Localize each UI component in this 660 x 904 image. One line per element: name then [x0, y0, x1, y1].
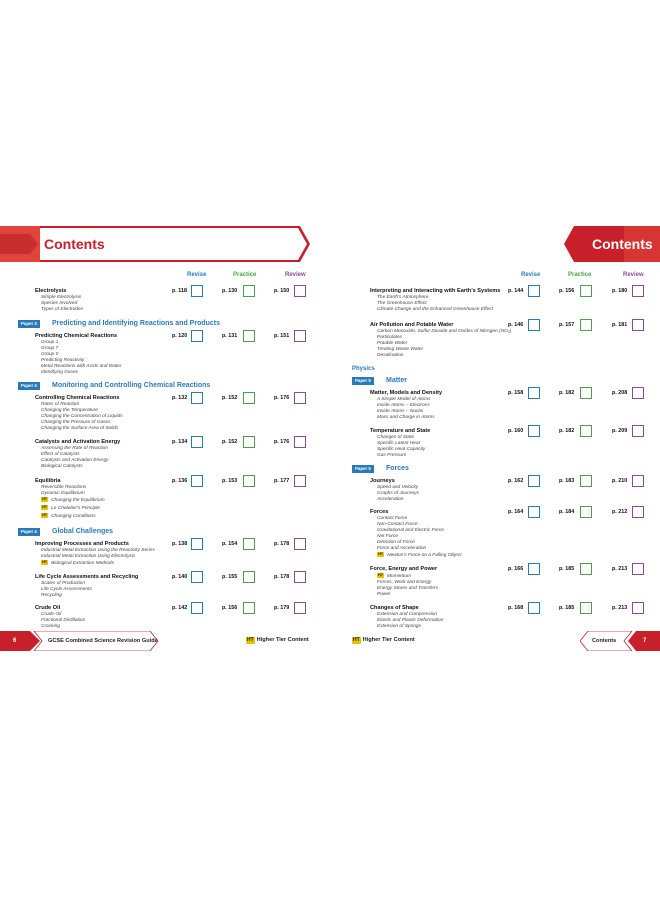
topic-title: Crude Oil: [35, 605, 61, 611]
practice-checkbox[interactable]: [580, 475, 592, 487]
subtopic: Changing the Pressure of Gases: [41, 420, 111, 425]
subtopic: Catalysts and Activation Energy: [41, 458, 109, 463]
practice-checkbox[interactable]: [580, 425, 592, 437]
col-review: Review: [285, 272, 306, 278]
page-ref: p. 134: [172, 439, 188, 445]
subtopic: Potable Water: [377, 341, 408, 346]
section-title: Matter: [386, 377, 408, 384]
paper-badge: Paper 3: [18, 320, 40, 328]
practice-checkbox[interactable]: [243, 392, 255, 404]
revise-checkbox[interactable]: [528, 425, 540, 437]
revise-checkbox[interactable]: [191, 602, 203, 614]
subtopic: Industrial Metal Extraction Using Electrolysis: [41, 554, 136, 559]
subtopic: Crude Oil: [41, 612, 62, 617]
subtopic: Effect of Catalysts: [41, 452, 80, 457]
subtopic: Group 0: [41, 352, 59, 357]
topic-title: Forces: [370, 509, 389, 515]
subtopic: Particulates: [377, 335, 403, 340]
subtopic-ht: HT Biological Extraction Methods: [42, 560, 114, 566]
review-checkbox[interactable]: [632, 475, 644, 487]
revise-checkbox[interactable]: [191, 475, 203, 487]
page-ref: p. 157: [559, 322, 575, 328]
revise-checkbox[interactable]: [191, 392, 203, 404]
subtopic: Forces, Work and Energy: [377, 580, 432, 585]
review-checkbox[interactable]: [632, 563, 644, 575]
review-checkbox[interactable]: [632, 425, 644, 437]
topic-title: Equilibria: [35, 478, 61, 484]
subtopic: Contact Force: [377, 516, 408, 521]
revise-checkbox[interactable]: [528, 387, 540, 399]
practice-checkbox[interactable]: [243, 602, 255, 614]
ht-badge: HT: [42, 560, 48, 564]
page-ref: p. 138: [172, 541, 188, 547]
practice-checkbox[interactable]: [580, 506, 592, 518]
footer-label: Contents: [592, 638, 617, 644]
subtopic: The Greenhouse Effect: [377, 301, 427, 306]
subtopic: A Simple Model of Atoms: [377, 397, 431, 402]
paper-badge: Paper 4: [18, 528, 40, 536]
ht-badge: HT: [378, 573, 384, 577]
subtopic: Inside Atoms – Nuclei: [377, 409, 424, 414]
subtopic: Types of Electrodes: [41, 307, 84, 312]
page-ref: p. 176: [274, 439, 290, 445]
ht-legend: HT Higher Tier Content: [247, 637, 309, 643]
review-checkbox[interactable]: [294, 538, 306, 550]
section-title: Forces: [386, 465, 409, 472]
subtopic: The Earth's Atmosphere: [377, 295, 429, 300]
page-number: 7: [643, 638, 647, 644]
page-ref: p. 153: [222, 478, 238, 484]
page-ref: p. 210: [612, 478, 628, 484]
revise-checkbox[interactable]: [191, 571, 203, 583]
practice-checkbox[interactable]: [580, 319, 592, 331]
subtopic: Direction of Force: [377, 540, 415, 545]
page-number: 6: [13, 638, 17, 644]
subtopic: Changing the Concentration of Liquids: [41, 414, 123, 419]
left-page: [0, 226, 330, 666]
topic-title: Journeys: [370, 478, 395, 484]
right-page: [330, 226, 660, 666]
subtopic: Metal Reactions with Acids and Water: [41, 364, 122, 369]
page-ref: p. 162: [508, 478, 524, 484]
review-checkbox[interactable]: [294, 436, 306, 448]
page-ref: p. 130: [222, 288, 238, 294]
col-revise: Revise: [187, 272, 207, 278]
ht-legend: HT Higher Tier Content: [353, 637, 415, 643]
page-title-right: Contents: [592, 236, 653, 252]
page-ref: p. 154: [222, 541, 238, 547]
subtopic: Changes of State: [377, 435, 415, 440]
subtopic: Identifying Gases: [41, 370, 79, 375]
topic-title: Matter, Models and Density: [370, 390, 443, 396]
practice-checkbox[interactable]: [580, 602, 592, 614]
subtopic: Rates of Reaction: [41, 402, 80, 407]
subtopic: Force and Acceleration: [377, 546, 427, 551]
revise-checkbox[interactable]: [191, 436, 203, 448]
topic-title: Predicting Chemical Reactions: [35, 333, 118, 339]
subtopic: Fractional Distillation: [41, 618, 86, 623]
page-ref: p. 152: [222, 395, 238, 401]
practice-checkbox[interactable]: [580, 387, 592, 399]
ht-badge: HT: [42, 497, 48, 501]
page-ref: p. 164: [508, 509, 524, 515]
topic-title: Improving Processes and Products: [35, 541, 129, 547]
page-ref: p. 182: [559, 428, 575, 434]
page-ref: p. 177: [274, 478, 290, 484]
subtopic: Mass and Charge in Atoms: [377, 415, 435, 420]
ht-badge: HT: [42, 513, 48, 517]
page-ref: p. 179: [274, 605, 290, 611]
page-ref: p. 185: [559, 605, 575, 611]
page-ref: p. 160: [508, 428, 524, 434]
subtopic: Elastic and Plastic Deformation: [377, 618, 444, 623]
page-ref: p. 178: [274, 574, 290, 580]
page-ref: p. 156: [559, 288, 575, 294]
review-checkbox[interactable]: [632, 506, 644, 518]
subtopic: Species Involved: [41, 301, 78, 306]
subtopic: Industrial Metal Extraction Using the Reactivity Series: [41, 548, 155, 553]
subtopic: Climate Change and the Enhanced Greenhouse Effect: [377, 307, 494, 312]
practice-checkbox[interactable]: [243, 571, 255, 583]
subtopic: Net Force: [377, 534, 399, 539]
subtopic: Power: [377, 592, 391, 597]
topic-title: Force, Energy and Power: [370, 566, 438, 572]
review-checkbox[interactable]: [294, 602, 306, 614]
topic-title: Air Pollution and Potable Water: [370, 322, 454, 328]
page-ref: p. 185: [559, 566, 575, 572]
revise-checkbox[interactable]: [191, 285, 203, 297]
page-ref: p. 151: [274, 333, 290, 339]
topic-title: Electrolysis: [35, 288, 67, 294]
page-ref: p. 131: [222, 333, 238, 339]
page-ref: p. 176: [274, 395, 290, 401]
subtopic: Group 1: [41, 340, 59, 345]
subtopic-ht: HT Le Chatelier's Principle: [42, 505, 100, 511]
topic-title: Temperature and State: [370, 428, 431, 434]
review-checkbox[interactable]: [294, 571, 306, 583]
subtopic: Predicting Reactivity: [41, 358, 85, 363]
topic-title: Life Cycle Assessments and Recycling: [35, 574, 139, 580]
ht-badge: HT: [247, 637, 254, 643]
page-ref: p. 166: [508, 566, 524, 572]
subtopic: Speed and Velocity: [377, 485, 419, 490]
subtopic: Gravitational and Electric Force: [377, 528, 444, 533]
practice-checkbox[interactable]: [243, 285, 255, 297]
revise-checkbox[interactable]: [528, 602, 540, 614]
practice-checkbox[interactable]: [580, 285, 592, 297]
review-checkbox[interactable]: [632, 602, 644, 614]
review-checkbox[interactable]: [632, 387, 644, 399]
revise-checkbox[interactable]: [528, 285, 540, 297]
subtopic: Life Cycle Assessments: [41, 587, 92, 592]
paper-badge: Paper 5: [352, 377, 374, 385]
ht-badge: HT: [353, 637, 360, 643]
subtopic: Extension of Springs: [377, 624, 421, 629]
page-ref: p. 181: [612, 322, 628, 328]
topic-title: Controlling Chemical Reactions: [35, 395, 120, 401]
subtopic: Group 7: [41, 346, 59, 351]
col-practice: Practice: [568, 272, 592, 278]
review-checkbox[interactable]: [294, 475, 306, 487]
revise-checkbox[interactable]: [191, 330, 203, 342]
page-ref: p. 150: [274, 288, 290, 294]
practice-checkbox[interactable]: [243, 330, 255, 342]
subtopic: Biological Catalysts: [41, 464, 83, 469]
revise-checkbox[interactable]: [528, 563, 540, 575]
subtopic-ht: HT Newton's Force on a Falling Object: [378, 552, 462, 558]
subtopic: Graphs of Journeys: [377, 491, 419, 496]
practice-checkbox[interactable]: [580, 563, 592, 575]
subtopic: Carbon Monoxide, Sulfur Dioxide and Oxides of Nitrogen (NOₓ): [377, 329, 512, 334]
subtopic: Recycling: [41, 593, 62, 598]
page-ref: p. 212: [612, 509, 628, 515]
subtopic: Energy Stores and Transfers: [377, 586, 438, 591]
subtopic: Assessing the Rate of Reaction: [41, 446, 108, 451]
col-revise: Revise: [521, 272, 541, 278]
paper-badge: Paper 5: [352, 465, 374, 473]
subtopic: Scales of Production: [41, 581, 85, 586]
book-title: GCSE Combined Science Revision Guide: [48, 638, 158, 644]
review-checkbox[interactable]: [632, 319, 644, 331]
page-ref: p. 183: [559, 478, 575, 484]
topic-title: Catalysts and Activation Energy: [35, 439, 121, 445]
section-title: Monitoring and Controlling Chemical Reactions: [52, 382, 211, 389]
practice-checkbox[interactable]: [243, 475, 255, 487]
topic-title: Interpreting and Interacting with Earth's Systems: [370, 288, 501, 294]
page-ref: p. 180: [612, 288, 628, 294]
page-ref: p. 184: [559, 509, 575, 515]
page-ref: p. 144: [508, 288, 524, 294]
revise-checkbox[interactable]: [528, 506, 540, 518]
page-ref: p. 142: [172, 605, 188, 611]
page-ref: p. 168: [508, 605, 524, 611]
page-ref: p. 132: [172, 395, 188, 401]
subtopic-ht: HT Changing Conditions: [42, 513, 96, 519]
review-checkbox[interactable]: [294, 392, 306, 404]
subtopic: Changing the Surface Area of Solids: [41, 426, 119, 431]
subtopic: Cracking: [41, 624, 60, 629]
ht-badge: HT: [42, 505, 48, 509]
col-review: Review: [623, 272, 644, 278]
page-ref: p. 146: [508, 322, 524, 328]
page-ref: p. 140: [172, 574, 188, 580]
subtopic: Inside Atoms – Electrons: [377, 403, 430, 408]
subtopic-ht: HT Changing the Equilibrium: [42, 497, 105, 503]
page-ref: p. 118: [172, 288, 187, 294]
section-title: Global Challenges: [52, 528, 114, 535]
subtopic: Reversible Reactions: [41, 485, 87, 490]
review-checkbox[interactable]: [294, 285, 306, 297]
subtopic: Specific Latent Heat: [377, 441, 420, 446]
page-title: Contents: [44, 236, 105, 252]
page-ref: p. 178: [274, 541, 290, 547]
review-checkbox[interactable]: [632, 285, 644, 297]
page-ref: p. 156: [222, 605, 238, 611]
page-ref: p. 152: [222, 439, 238, 445]
paper-badge: Paper 4: [18, 382, 40, 390]
page-ref: p. 213: [612, 566, 628, 572]
page-ref: p. 120: [172, 333, 188, 339]
revise-checkbox[interactable]: [528, 475, 540, 487]
subtopic: Changing the Temperature: [41, 408, 98, 413]
subtopic: Gas Pressure: [377, 453, 407, 458]
subtopic: Simple Electrolysis: [41, 295, 82, 300]
revise-checkbox[interactable]: [191, 538, 203, 550]
section-title: Predicting and Identifying Reactions and Products: [52, 320, 221, 327]
ht-badge: HT: [378, 552, 384, 556]
review-checkbox[interactable]: [294, 330, 306, 342]
page-ref: p. 158: [508, 390, 524, 396]
practice-checkbox[interactable]: [243, 436, 255, 448]
page-ref: p. 182: [559, 390, 575, 396]
subtopic-ht: HT Momentum: [378, 573, 412, 579]
subtopic: Desalination: [377, 353, 404, 358]
page-ref: p. 213: [612, 605, 628, 611]
subtopic: Treating Waste Water: [377, 347, 424, 352]
page-ref: p. 209: [612, 428, 628, 434]
revise-checkbox[interactable]: [528, 319, 540, 331]
page-ref: p. 208: [612, 390, 628, 396]
practice-checkbox[interactable]: [243, 538, 255, 550]
page-ref: p. 155: [222, 574, 238, 580]
subtopic: Dynamic Equilibrium: [41, 491, 85, 496]
subtopic: Acceleration: [377, 497, 404, 502]
page-ref: p. 136: [172, 478, 188, 484]
subtopic: Extension and Compression: [377, 612, 437, 617]
col-practice: Practice: [233, 272, 257, 278]
topic-title: Changes of Shape: [370, 605, 419, 611]
physics-heading: Physics: [352, 366, 375, 372]
subtopic: Non-Contact Force: [377, 522, 418, 527]
subtopic: Specific Heat Capacity: [377, 447, 426, 452]
